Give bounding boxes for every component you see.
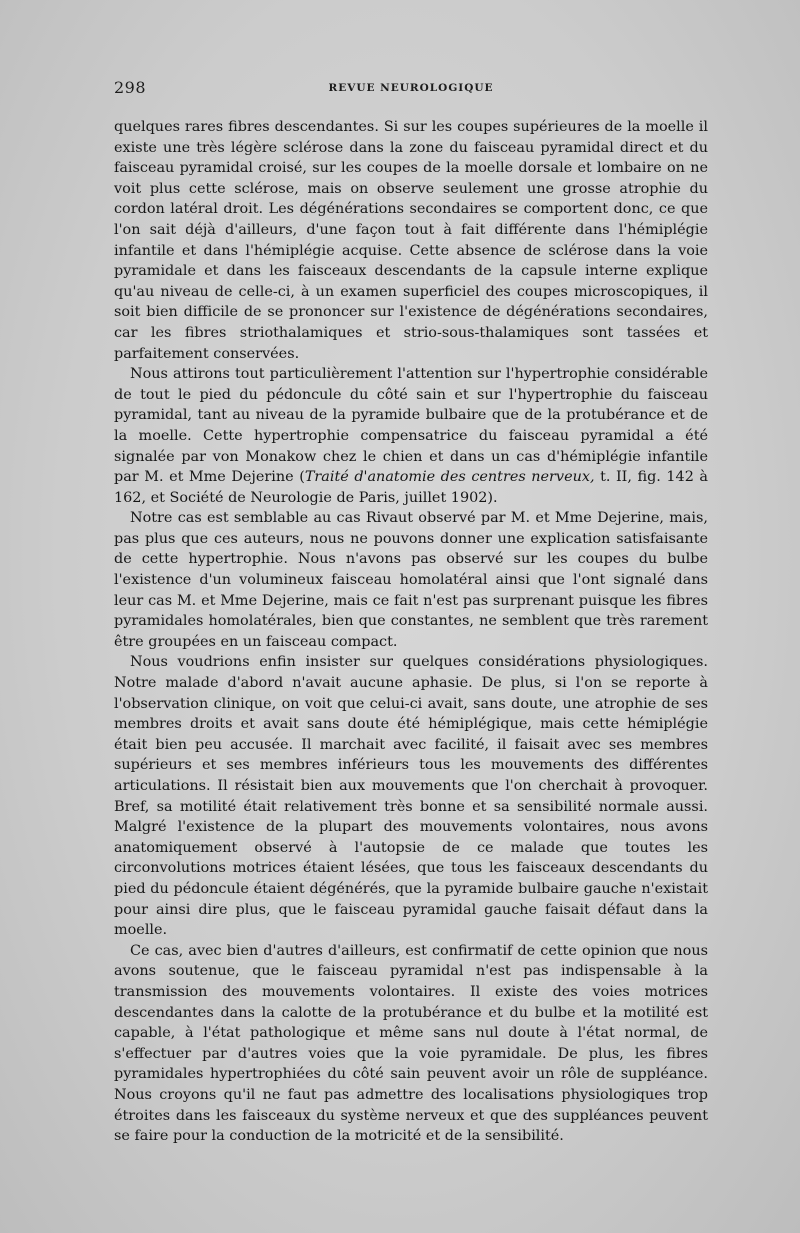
paragraph-5: Ce cas, avec bien d'autres d'ailleurs, est confirmatif de cette opinion que nous avons soutenue, que le faisceau pyramidal n'est pas indispensable à la transmission des mouvements volontaires. Il existe des voies motrices descendantes dans la calotte de la protubérance et du bulbe et la motilité est capable, à l'état pathologique et même sans nul doute à l'état normal, de s'effectuer par d'autres voies que la voie pyramidale. De plus, les fibres pyramidales hypertrophiées du côté sain peuvent avoir un rôle de suppléance. Nous croyons qu'il ne faut pas admettre des localisations physiologiques trop étroites dans les faisceaux du système nerveux et que des suppléances peuvent se faire pour la conduction de la motricité et de la sensibilité. xyxy=(114,942,708,1145)
page-number: 298 xyxy=(114,78,147,97)
paragraph-2-text-before: Nous attirons tout particulièrement l'attention sur l'hypertrophie considérable de tout le pied du pédoncule du côté sain et sur l'hypertrophie du faisceau pyramidal, tant au niveau de la pyramide bulbaire que de la protubérance et de la moelle. Cette hypertrophie compensatrice du faisceau pyramidal a été signalée par von Monakow chez le chien et dans un cas d'hémiplégie infantile par M. et Mme Dejerine ( xyxy=(114,366,708,486)
paragraph-4: Nous voudrions enfin insister sur quelques considérations physiologiques. Notre malade d'abord n'avait aucune aphasie. De plus, si l'on se reporte à l'observation clinique, on voit que celui-ci avait, sans doute, une atrophie de ses membres droits et avait sans doute été hémiplégique, mais cette hémiplégie était bien peu accusée. Il marchait avec facilité, il faisait avec ses membres supérieurs et ses membres inférieurs tous les mouvements des différentes articulations. Il résistait bien aux mouvements que l'on cherchait à provoquer. Bref, sa motilité était relativement très bonne et sa sensibilité normale aussi. Malgré l'existence de la plupart des mouvements volontaires, nous avons anatomiquement observé à l'autopsie de ce malade que toutes les circonvolutions motrices étaient lésées, que tous les faisceaux descendants du pied du pédoncule étaient dégénérés, que la pyramide bulbaire gauche n'existait pour ainsi dire plus, que le faisceau pyramidal gauche faisait défaut dans la moelle. xyxy=(114,654,708,939)
reference-title: Traité d'anatomie des centres nerveux, xyxy=(304,469,595,486)
running-title: REVUE NEUROLOGIQUE xyxy=(328,82,494,94)
paragraph-1: quelques rares fibres descendantes. Si sur les coupes supérieures de la moelle il existe une très légère sclérose dans la zone du faisceau pyramidal direct et du faisceau pyramidal croisé, sur les coupes de la moelle dorsale et lombaire on ne voit plus cette sclérose, mais on observe seulement une grosse atrophie du cordon latéral droit. Les dégénérations secondaires se comportent donc, ce que l'on sait déjà d'ailleurs, d'une façon tout à fait différente dans l'hémiplégie infantile et dans l'hémiplégie acquise. Cette absence de sclérose dans la voie pyramidale et dans les faisceaux descendants de la capsule interne explique qu'au niveau de celle-ci, à un examen superficiel des coupes microscopiques, il soit bien difficile de se prononcer sur l'existence de dégénérations secondaires, car les fibres striothalamiques et strio-sous-thalamiques sont tassées et parfaitement conservées. xyxy=(114,119,708,362)
page-header xyxy=(114,78,708,100)
paragraph-2 xyxy=(114,364,708,508)
article-body xyxy=(114,117,708,1147)
paragraph-3: Notre cas est semblable au cas Rivaut observé par M. et Mme Dejerine, mais, pas plus que ces auteurs, nous ne pouvons donner une explication satisfaisante de cette hypertrophie. Nous n'avons pas observé sur les coupes du bulbe l'existence d'un volumineux faisceau homolatéral ainsi que l'ont signalé dans leur cas M. et Mme Dejerine, mais ce fait n'est pas surprenant puisque les fibres pyramidales homolatérales, bien que constantes, ne semblent que très rarement être groupées en un faisceau compact. xyxy=(114,510,708,650)
paragraph-2-text-after: t. II, fig. 142 à 162, et Société de Neurologie de Paris, juillet 1902). xyxy=(114,469,708,506)
